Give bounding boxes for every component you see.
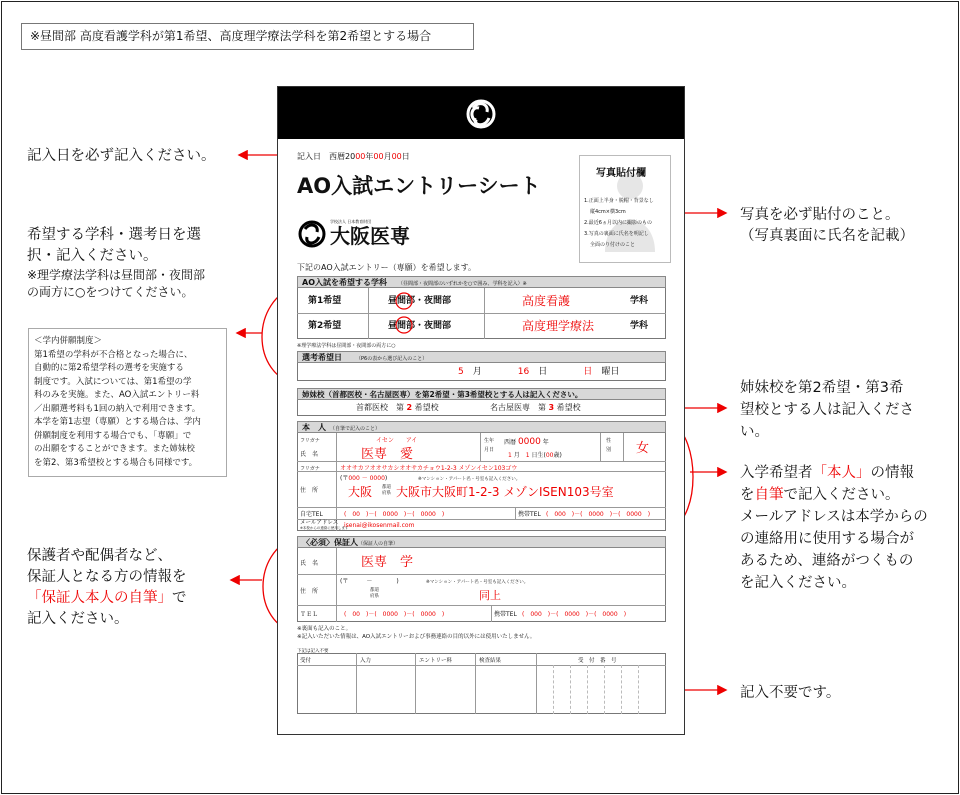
self-text: を (740, 487, 755, 503)
guarantor-header-label: 〈必須〉保証人 (302, 538, 358, 547)
divider (475, 653, 476, 714)
pt-note: ※理学療法学科は昼間部・夜間部の両方に○ (297, 343, 396, 349)
divider (600, 433, 601, 461)
photo-requirements (584, 196, 654, 251)
divider (415, 653, 416, 714)
address-furigana-label: フリガナ (300, 466, 320, 472)
photo-req-line: 3.写真の裏面に氏名を明記し (584, 231, 649, 237)
date-month: 00 (373, 152, 384, 161)
sister-header-label: 姉妹校（首都医校・名古屋医専）を第2希望・第3希望校とする人は記入ください。 (302, 390, 583, 399)
note-line: 科のみを実施。また、AO入試エントリー料 (34, 390, 200, 400)
footnote-1: ※裏面も記入のこと。 (297, 626, 352, 632)
birth-label: 生年 月日 (484, 438, 495, 453)
sister-2-unit: 希望校 (556, 403, 581, 412)
office-col-fee: エントリー料 (419, 658, 453, 664)
sheet-header-band (278, 87, 684, 139)
guarantor-mansion-note: ※マンション・アパート名・号室も記入ください。 (426, 580, 529, 585)
course1-value: 高度看護 (522, 294, 571, 308)
address-value: 大阪市大阪町1-2-3 メゾンISEN103号室 (396, 485, 614, 499)
date-label: 記入日 西暦20 (297, 152, 356, 161)
note-line: 自動的に第2希望学科の選考を実施する (34, 363, 184, 373)
divider (570, 665, 571, 714)
zip-field (340, 474, 387, 484)
divider (336, 548, 337, 622)
sex-value: 女 (636, 441, 650, 456)
applicant-header-label: 本 人 (302, 423, 326, 432)
birth-year-value: 0000 (517, 437, 541, 447)
office-instruction: 記入不要です。 (740, 685, 841, 701)
self-text: の情報 (870, 465, 914, 481)
note-line: 本学を第1志望（専願）とする場合は、学内 (34, 417, 201, 427)
guarantor-instruction-1: 保護者や配偶者など、 (27, 548, 172, 564)
todofuken-label: 都道府県 (382, 485, 391, 496)
sister-1-unit: 希望校 (414, 403, 439, 412)
guarantor-name-label: 氏 名 (300, 560, 319, 567)
course-subnote-2: の両方に○をつけてください。 (27, 285, 194, 299)
sister-instruction-2: 望校とする人は記入くださ (740, 402, 914, 418)
exam-month: 5 (458, 367, 464, 377)
exam-header-sub: （P6の表から選び記入のこと） (356, 356, 428, 362)
guarantor-address-value: 同上 (479, 589, 501, 602)
divider (491, 605, 492, 622)
guarantor-todofuken-label: 都道府県 (370, 588, 379, 599)
date-year: 00 (355, 152, 366, 161)
mobile-tel-label: 携帯TEL (518, 511, 541, 518)
guarantor-name: 医専 学 (361, 555, 414, 570)
furigana-label: フリガナ (300, 438, 320, 444)
divider (484, 288, 485, 339)
school-corp: 学校法人 日本教育財団 (330, 219, 372, 224)
birth-era: 西暦 (504, 439, 517, 446)
course2-unit: 学科 (630, 321, 649, 331)
applicant-kana: イセン アイ (376, 437, 418, 444)
mobile-tel-value: ( 000 )－( 0000 )－( 0000 ) (546, 511, 651, 518)
exam-day-unit: 日 (538, 367, 548, 377)
mail-label: メールアドレス (300, 520, 339, 526)
photo-req-line: 2.最近6ヵ月以内に撮影のもの (584, 220, 652, 226)
applicant-name: 医専 愛 (361, 447, 414, 462)
selection-circles (394, 291, 414, 335)
course-subnote-1: ※理学療法学科は昼間部・夜間部 (27, 268, 206, 282)
choice1-label: 第1希望 (308, 296, 342, 306)
mansion-note: ※マンション・アパート名・号室も記入ください。 (418, 477, 521, 482)
sister-choice-2 (490, 403, 581, 413)
date-day-unit: 日 (401, 152, 410, 161)
divider (297, 605, 666, 606)
guarantor-instruction-2: 保証人となる方の情報を (27, 569, 187, 585)
divider (604, 665, 605, 714)
intro-text: 下記のAO入試エントリー（専願）を希望します。 (297, 263, 476, 272)
sheet-title: AO入試エントリーシート (297, 174, 541, 198)
photo-req-line: 縦4cm×横3cm (590, 209, 626, 215)
sex-label: 性 別 (606, 438, 612, 453)
mail-sub: ※本校からの連絡に使用します (300, 526, 349, 530)
birth-monthday: 1 月 1 日生(00歳) (508, 452, 562, 459)
exam-header-label: 選考希望日 (302, 353, 342, 362)
birth-suffix: 日生( (531, 452, 546, 459)
divider (553, 665, 554, 714)
divider (356, 653, 357, 714)
guarantor-header-sub: （保証人の自筆） (358, 541, 399, 547)
date-day: 00 (391, 152, 402, 161)
guarantor-zip: (〒 － ) (340, 578, 399, 585)
date-year-unit: 年 (365, 152, 374, 161)
mail-value: isenai@ikosenmail.com (344, 522, 415, 529)
birth-month: 1 (508, 452, 512, 459)
course-header-sub: （昼間部・夜間部のいずれかを○で囲み、学科を記入）※ (398, 281, 527, 287)
daynight-option-1: 昼間部・夜間部 (388, 296, 452, 306)
guarantor-instruction-4: 記入ください。 (27, 611, 129, 627)
age-unit: 歳) (553, 452, 562, 459)
self-emphasis: 「本人」 (812, 465, 871, 481)
divider (623, 433, 624, 461)
divider (297, 574, 666, 575)
home-tel-label: 自宅TEL (300, 511, 323, 518)
guarantor-address-label: 住 所 (300, 588, 319, 595)
guarantor-header (297, 536, 666, 548)
divider (638, 665, 639, 714)
date-month-unit: 月 (383, 152, 392, 161)
address-label: 住 所 (300, 487, 319, 494)
divider (536, 653, 537, 714)
course-header-label: AO入試を希望する学科 (302, 278, 387, 287)
school-name: 大阪医専 (330, 224, 410, 248)
guarantor-emphasis: 「保証人本人の自筆」 (27, 590, 172, 606)
birth-year-unit: 年 (542, 439, 549, 446)
photo-req-line: 全面のり付けのこと (590, 242, 636, 248)
note-line: 制度です。入試については、第1希望の学 (34, 376, 192, 387)
divider (336, 433, 337, 531)
guarantor-tel-value: ( 00 )－( 0000 )－( 0000 ) (344, 611, 445, 618)
entry-date (297, 152, 410, 162)
photo-box (579, 155, 671, 263)
course2-value: 高度理学療法 (522, 319, 595, 333)
course1-unit: 学科 (630, 296, 649, 306)
divider (587, 665, 588, 714)
office-col-input: 入力 (360, 658, 372, 664)
photo-instruction-2: （写真裏面に氏名を記載） (740, 228, 914, 244)
self-instruction-6: を記入ください。 (740, 575, 856, 591)
daynight-option-2: 昼間部・夜間部 (388, 321, 452, 331)
sister-instruction-3: い。 (740, 424, 769, 440)
school-logo-icon (296, 219, 328, 249)
sister-1-label: 首都医校 第 (356, 403, 404, 412)
photo-req-line: 1.正面上半身・脱帽・背景なし (584, 198, 654, 204)
case-note: ※昼間部 高度看護学科が第1希望、高度理学療法学科を第2希望とする場合 (21, 23, 474, 50)
choice2-label: 第2希望 (308, 321, 342, 331)
birth-day: 1 (525, 452, 530, 459)
applicant-header (297, 421, 666, 433)
guarantor-mobile-label: 携帯TEL (494, 611, 517, 618)
birth-year (504, 437, 549, 448)
note-line: 第1希望の学科が不合格となった場合に、 (34, 349, 193, 360)
school-emblem-icon (278, 87, 684, 139)
photo-title: 写真貼付欄 (596, 168, 646, 179)
note-line: を第2、第3希望校とする場合も同様です。 (34, 457, 198, 468)
office-col-result: 検査結果 (479, 658, 502, 664)
age-value: 00 (545, 452, 554, 459)
date-instruction: 記入日を必ず記入ください。 (27, 148, 216, 164)
self-instruction-4: の連絡用に使用する場合が (740, 531, 914, 547)
sister-2-label: 名古屋医専 第 (490, 403, 546, 412)
name-label: 氏 名 (300, 451, 319, 458)
course-header (297, 276, 666, 288)
divider (480, 433, 481, 461)
sister-header (297, 388, 666, 400)
prefecture-value: 大阪 (348, 485, 373, 499)
office-col-uketsuke: 受付 (300, 658, 312, 664)
sister-instruction-1: 姉妹校を第2希望・第3希 (740, 380, 904, 396)
exam-day: 16 (517, 367, 530, 377)
divider (621, 665, 622, 714)
zip-value: 000 － 0000 (348, 475, 385, 482)
self-instruction-5: あるため、連絡がつくもの (740, 553, 914, 569)
divider (515, 507, 516, 519)
guarantor-particle: で (172, 590, 187, 606)
self-text: で記入ください。 (783, 487, 900, 503)
sister-2-rank: 3 (548, 403, 555, 412)
zip-suffix: ) (384, 475, 388, 482)
office-use-label: 下記は記入不要 (297, 649, 329, 654)
photo-instruction-1: 写真を必ず貼付のこと。 (740, 207, 900, 223)
entry-sheet (277, 86, 685, 735)
guarantor-tel-label: ＴＥＬ (300, 611, 319, 618)
applicant-header-sub: （自筆で記入のこと） (330, 426, 381, 432)
divider (297, 313, 666, 314)
exam-weekday: 日 (583, 367, 593, 377)
guarantor-mobile-value: ( 000 )－( 0000 )－( 0000 ) (522, 611, 627, 618)
home-tel-value: ( 00 )－( 0000 )－( 0000 ) (344, 511, 445, 518)
exam-date (458, 367, 619, 377)
course-instruction-2: 択・記入ください。 (27, 248, 158, 264)
self-emphasis: 自筆 (754, 487, 784, 503)
note-line: 併願制度を利用する場合でも、「専願」で (34, 430, 192, 441)
footnote-2: ※記入いただいた情報は、AO入試エントリーおよび事務連絡の目的以外には使用いたしません。 (297, 634, 536, 640)
exam-header (297, 351, 666, 363)
note-line: ＜学内併願制度＞ (34, 336, 103, 346)
address-kana: オオサカフオオサカシオオサカチョウ1-2-3 メゾンイセン103ゴウ (340, 465, 518, 472)
exam-month-unit: 月 (472, 367, 482, 377)
exam-weekday-unit: 曜日 (601, 367, 620, 377)
divider (297, 507, 666, 508)
note-line: ／出願選考料も1回の納入で利用できます。 (34, 403, 201, 414)
self-text: 入学希望者 (740, 465, 813, 481)
divider (368, 288, 369, 339)
sister-choice-1 (356, 403, 439, 413)
zip-prefix: (〒 (340, 475, 349, 482)
sister-1-rank: 2 (406, 403, 413, 412)
note-line: の出願をすることができます。また姉妹校 (34, 444, 195, 454)
divider (297, 461, 666, 462)
self-instruction-3: メールアドレスは本学からの (740, 509, 928, 525)
office-col-number: 受 付 番 号 (578, 658, 617, 664)
course-instruction-1: 希望する学科・選考日を選 (27, 227, 201, 243)
